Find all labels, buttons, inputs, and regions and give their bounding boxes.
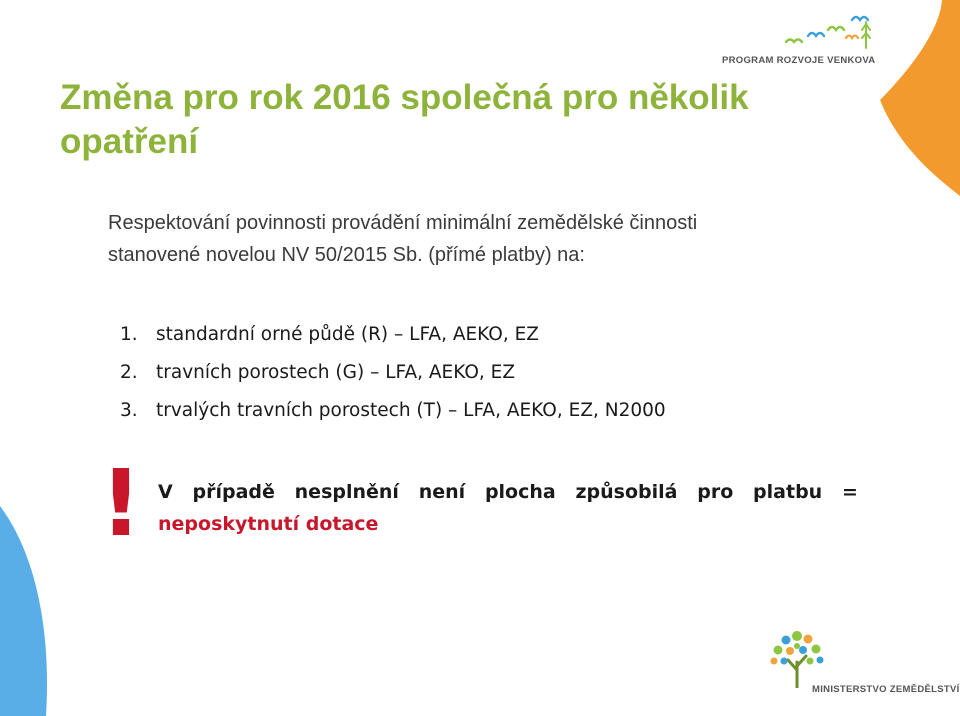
intro-text xyxy=(108,207,868,271)
list-item-number: 2. xyxy=(120,362,138,383)
warning-note xyxy=(158,476,858,540)
tree-logo-icon xyxy=(766,626,828,688)
warning-line-1 xyxy=(158,476,858,508)
title-line-1: Změna pro rok 2016 společná pro několik xyxy=(60,78,749,117)
warning-word: pro xyxy=(697,481,734,503)
exclamation-icon: ! xyxy=(100,450,142,557)
warning-word: V xyxy=(158,481,173,503)
birds-logo-icon xyxy=(782,8,878,52)
warning-line-2: neposkytnutí dotace xyxy=(158,513,379,535)
list-item xyxy=(120,316,880,354)
warning-word: = xyxy=(841,481,858,503)
warning-word: plocha xyxy=(484,481,556,503)
warning-word: platbu xyxy=(753,481,823,503)
intro-line-1: Respektování povinnosti provádění minimální zemědělské činnosti xyxy=(108,212,698,234)
list-item-text: trvalých travních porostech (T) – LFA, AEKO, EZ, N2000 xyxy=(156,400,666,421)
logo-top-label: PROGRAM ROZVOJE VENKOVA xyxy=(722,55,876,66)
list-item-number: 3. xyxy=(120,400,138,421)
list-item-number: 1. xyxy=(120,324,138,345)
list-item-text: travních porostech (G) – LFA, AEKO, EZ xyxy=(156,362,516,383)
warning-word: nesplnění xyxy=(294,481,399,503)
warning-word: případě xyxy=(192,481,275,503)
warning-word: není xyxy=(418,481,466,503)
logo-program-rozvoje-venkova xyxy=(722,6,882,68)
page-title xyxy=(60,76,840,164)
title-line-2: opatření xyxy=(60,122,199,161)
blue-corner-shape xyxy=(0,506,52,716)
intro-line-2: stanovené novelou NV 50/2015 Sb. (přímé platby) na: xyxy=(108,244,585,266)
measures-list xyxy=(120,316,880,430)
warning-word: způsobilá xyxy=(575,481,678,503)
logo-ministerstvo-zemedelstvi xyxy=(762,626,960,706)
orange-corner-shape xyxy=(880,0,960,196)
logo-bottom-label: MINISTERSTVO ZEMĚDĚLSTVÍ xyxy=(812,684,960,695)
list-item-text: standardní orné půdě (R) – LFA, AEKO, EZ xyxy=(156,324,539,345)
list-item xyxy=(120,392,880,430)
list-item xyxy=(120,354,880,392)
